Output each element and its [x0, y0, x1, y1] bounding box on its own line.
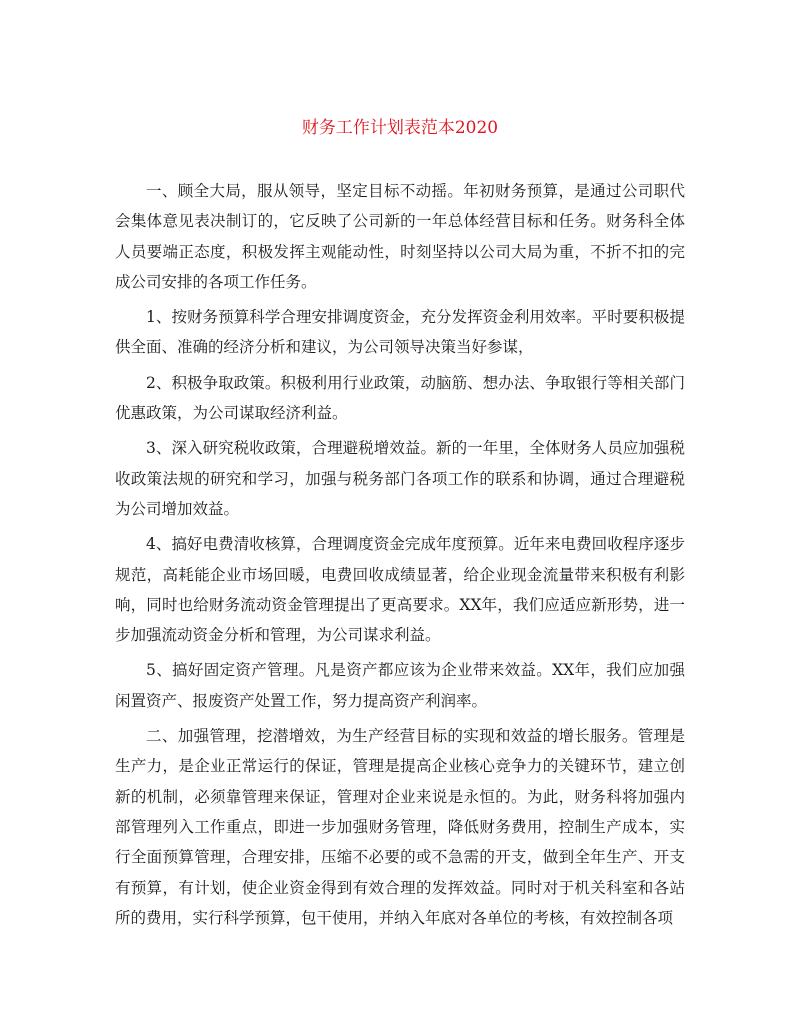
document-title: 财务工作计划表范本2020: [301, 118, 499, 138]
paragraph-management: 二、加强管理，挖潜增效，为生产经营目标的实现和效益的增长服务。管理是生产力，是企业正常运行的保证，管理是提高企业核心竞争力的关键环节，建立创新的机制，必须靠管理来保证，管理对企业来说是永恒的。为此，财务科将加强内部管理列入工作重点，即进一步加强财务管理，降低财务费用，控制生产成本，实行全面预算管理，合理安排，压缩不必要的或不急需的开支，做到全年生产、开支有预算，有计划，使企业资金得到有效合理的发挥效益。同时对于机关科室和各站所的费用，实行科学预算，包干使用，并纳入年底对各单位的考核，有效控制各项: [115, 727, 685, 927]
paragraph-item-5: 5、搞好固定资产管理。凡是资产都应该为企业带来效益。XX年，我们应加强闲置资产、报废资产处置工作，努力提高资产利润率。: [115, 661, 685, 710]
paragraph-item-2: 2、积极争取政策。积极利用行业政策，动脑筋、想办法、争取银行等相关部门优惠政策，为公司谋取经济利益。: [115, 373, 685, 423]
paragraph-item-3: 3、深入研究税收政策，合理避税增效益。新的一年里，全体财务人员应加强税收政策法规的研究和学习，加强与税务部门各项工作的联系和协调，通过合理避税为公司增加效益。: [115, 439, 685, 518]
paragraph-item-4: 4、搞好电费清收核算，合理调度资金完成年度预算。近年来电费回收程序逐步规范，高耗能企业市场回暖，电费回收成绩显著，给企业现金流量带来积极有利影响，同时也给财务流动资金管理提出了更高要求。XX年，我们应适应新形势，进一步加强流动资金分析和管理，为公司谋求利益。: [115, 535, 685, 645]
paragraph-item-1: 1、按财务预算科学合理安排调度资金，充分发挥资金利用效率。平时要积极提供全面、准确的经济分析和建议，为公司领导决策当好参谋，: [115, 308, 685, 357]
document-body: [115, 176, 685, 938]
paragraph-overall-principle: 一、顾全大局，服从领导，坚定目标不动摇。年初财务预算，是通过公司职代会集体意见表决制订的，它反映了公司新的一年总体经营目标和任务。财务科全体人员要端正态度，积极发挥主观能动性，时刻坚持以公司大局为重，不折不扣的完成公司安排的各项工作任务。: [115, 182, 685, 291]
